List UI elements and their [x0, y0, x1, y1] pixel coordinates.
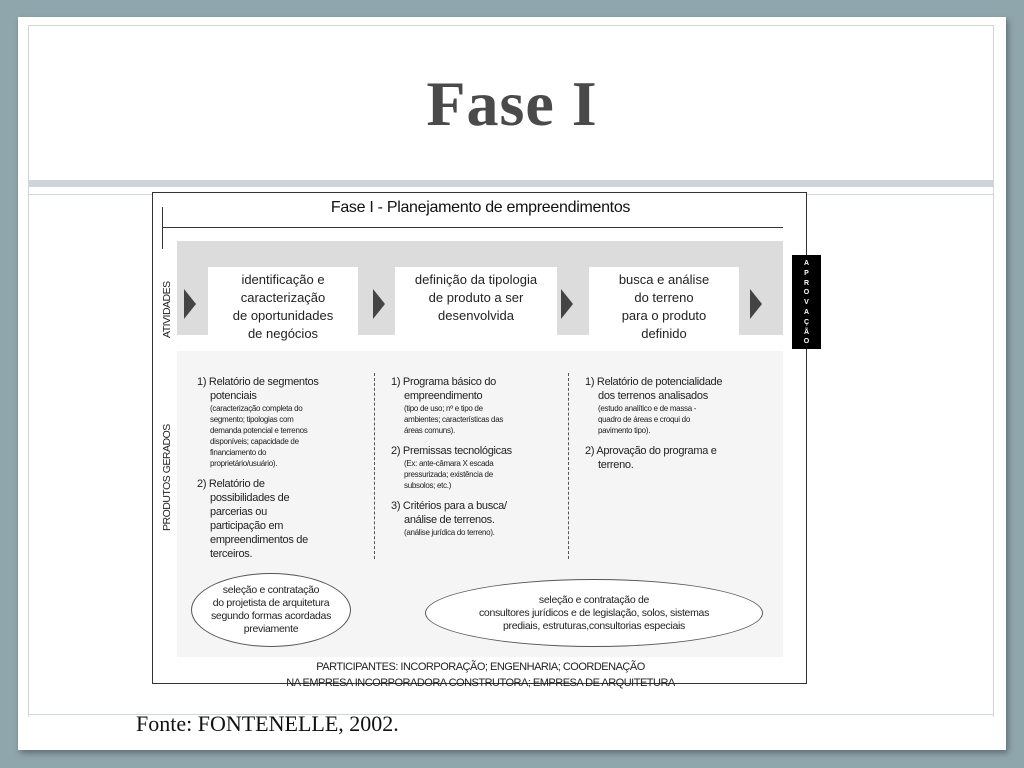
arrow-right-icon — [750, 289, 762, 319]
title-underline — [163, 227, 783, 228]
approval-letter: V — [804, 299, 809, 307]
title-divider — [28, 180, 994, 187]
products-column-1 — [197, 375, 347, 569]
ellipse-consultants-selection: seleção e contratação de consultores jurídicos e de legislação, solos, sistemas prediais, estruturas,consultorias especiais — [425, 579, 763, 647]
activities-label: ATIVIDADES — [161, 281, 173, 338]
activity-box-typology: definição da tipologia de produto a ser desenvolvida — [395, 267, 557, 345]
product-item: 2) Premissas tecnológicas (Ex: ante-câmara X escada pressurizada; existência de subsolos; etc.) — [391, 445, 512, 490]
arrow-right-icon — [184, 289, 196, 319]
approval-letter: A — [803, 260, 810, 267]
diagram-title: Fase I - Planejamento de empreendimentos — [330, 199, 631, 216]
approval-letter: O — [803, 289, 810, 297]
title-tick — [162, 207, 163, 249]
product-item: 3) Critérios para a busca/ análise de terrenos. (análise jurídica do terreno). — [391, 500, 507, 537]
product-item: 2) Aprovação do programa e terreno. — [585, 445, 717, 471]
approval-letter: A — [803, 308, 810, 316]
activity-box-opportunities: identificação e caracterização de oportunidades de negócios — [208, 267, 358, 345]
products-column-2 — [391, 375, 541, 546]
activity-box-terrain: busca e análise do terreno para o produto definido — [589, 267, 739, 345]
product-item: 2) Relatório de possibilidades de parcerias ou participação em empreendimentos de terceiros. — [197, 478, 308, 560]
products-label: PRODUTOS GERADOS — [161, 424, 173, 531]
phase-diagram — [152, 192, 810, 689]
column-divider — [374, 373, 375, 559]
product-item: 1) Relatório de segmentos potenciais (caracterização completa do segmento; tipologias com demanda potencial e terrenos disponíveis; capacidade de financiamento do proprietário/usuário). — [197, 376, 319, 468]
approval-letter: Ç — [803, 318, 810, 326]
column-divider — [568, 373, 569, 559]
approval-letter: R — [803, 279, 810, 287]
source-caption: Fonte: FONTENELLE, 2002. — [136, 711, 399, 736]
ellipse-architect-selection: seleção e contratação do projetista de arquitetura segundo formas acordadas previamente — [191, 573, 351, 647]
products-column-3 — [585, 375, 765, 480]
approval-letter: Ã — [803, 328, 810, 336]
arrow-right-icon — [561, 289, 573, 319]
product-item: 1) Programa básico do empreendimento (tipo de uso; nº e tipo de ambientes; características das áreas comuns). — [391, 376, 504, 435]
product-item: 1) Relatório de potencialidade dos terrenos analisados (estudo analítico e de massa - quadro de áreas e croqui do pavimento tipo). — [585, 376, 723, 435]
slide-title: Fase I — [426, 68, 598, 139]
approval-letter: O — [803, 338, 810, 346]
approval-bar — [792, 255, 821, 349]
participants-text: PARTICIPANTES: INCORPORAÇÃO; ENGENHARIA; COORDENAÇÃO NA EMPRESA INCORPORADORA CONSTRUTORA; EMPRESA DE ARQUITETURA — [286, 661, 675, 689]
arrow-right-icon — [373, 289, 385, 319]
approval-letter: P — [804, 269, 809, 277]
